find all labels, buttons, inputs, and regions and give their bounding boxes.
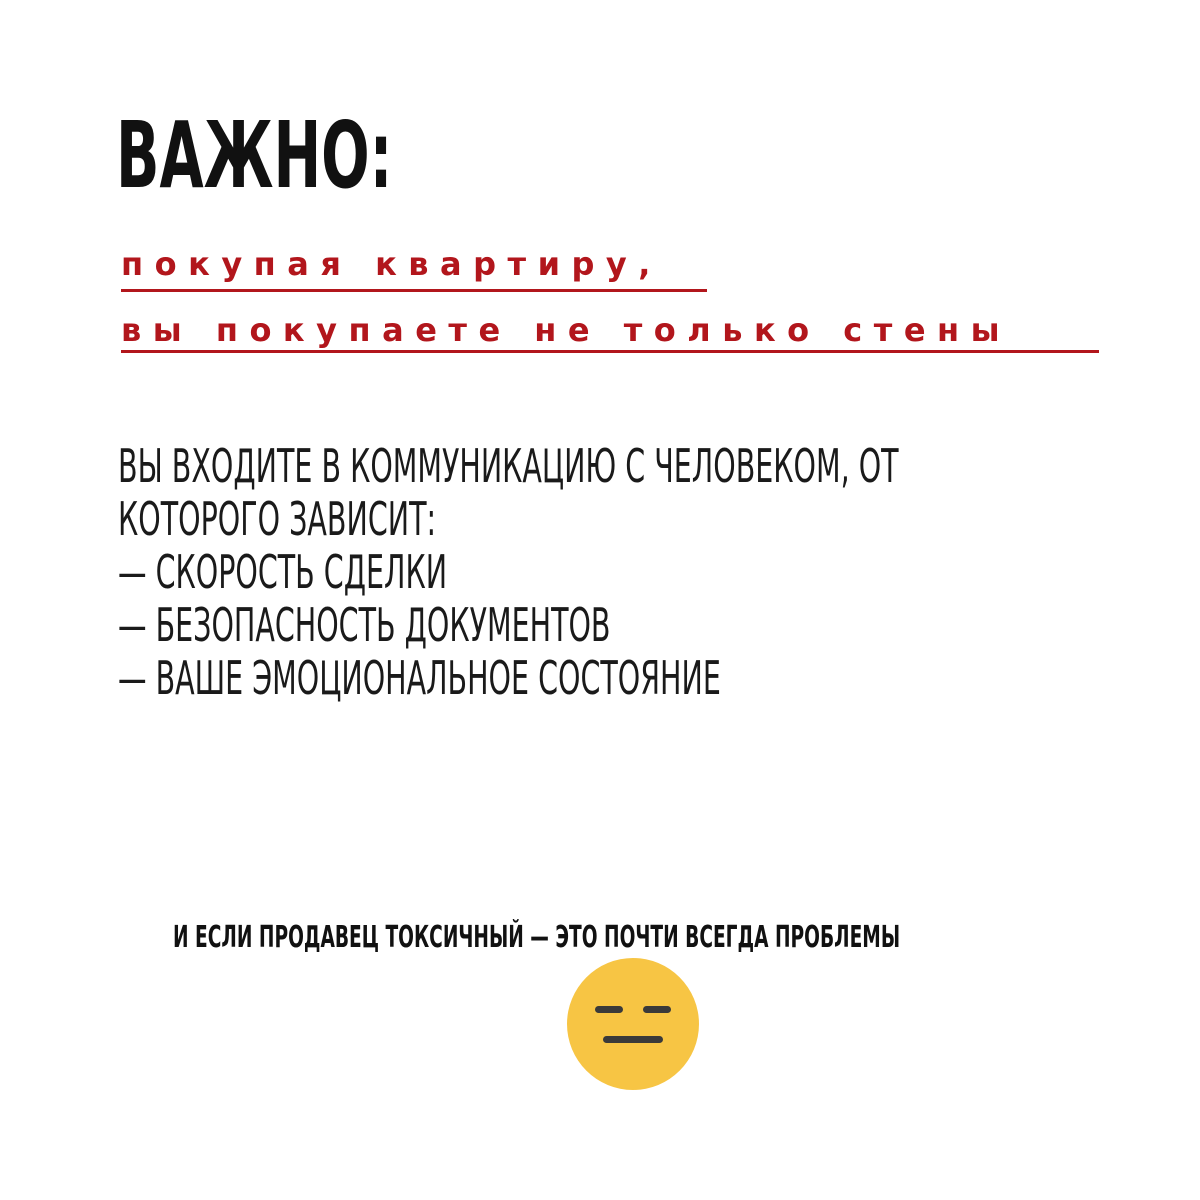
body-line: КОТОРОГО ЗАВИСИТ: [118,492,437,546]
subtitle-underline-2 [121,350,1099,353]
left-eye [595,1006,623,1013]
list-item: — СКОРОСТЬ СДЕЛКИ [118,545,448,599]
list-item: — БЕЗОПАСНОСТЬ ДОКУМЕНТОВ [118,598,611,652]
expressionless-face-icon [567,958,699,1090]
subtitle-line-2: вы покупаете не только стены [121,311,1012,349]
right-eye [643,1006,671,1013]
page-title: ВАЖНО: [116,102,393,209]
body-line: ВЫ ВХОДИТЕ В КОММУНИКАЦИЮ С ЧЕЛОВЕКОМ, ОТ [118,439,899,493]
body-text [118,440,1200,705]
footer-text: И ЕСЛИ ПРОДАВЕЦ ТОКСИЧНЫЙ — ЭТО ПОЧТИ ВСЕГДА ПРОБЛЕМЫ [173,920,901,955]
subtitle-underline-1 [121,289,707,292]
mouth [603,1036,663,1043]
list-item: — ВАШЕ ЭМОЦИОНАЛЬНОЕ СОСТОЯНИЕ [118,651,721,705]
subtitle-line-1: покупая квартиру, [121,245,662,283]
